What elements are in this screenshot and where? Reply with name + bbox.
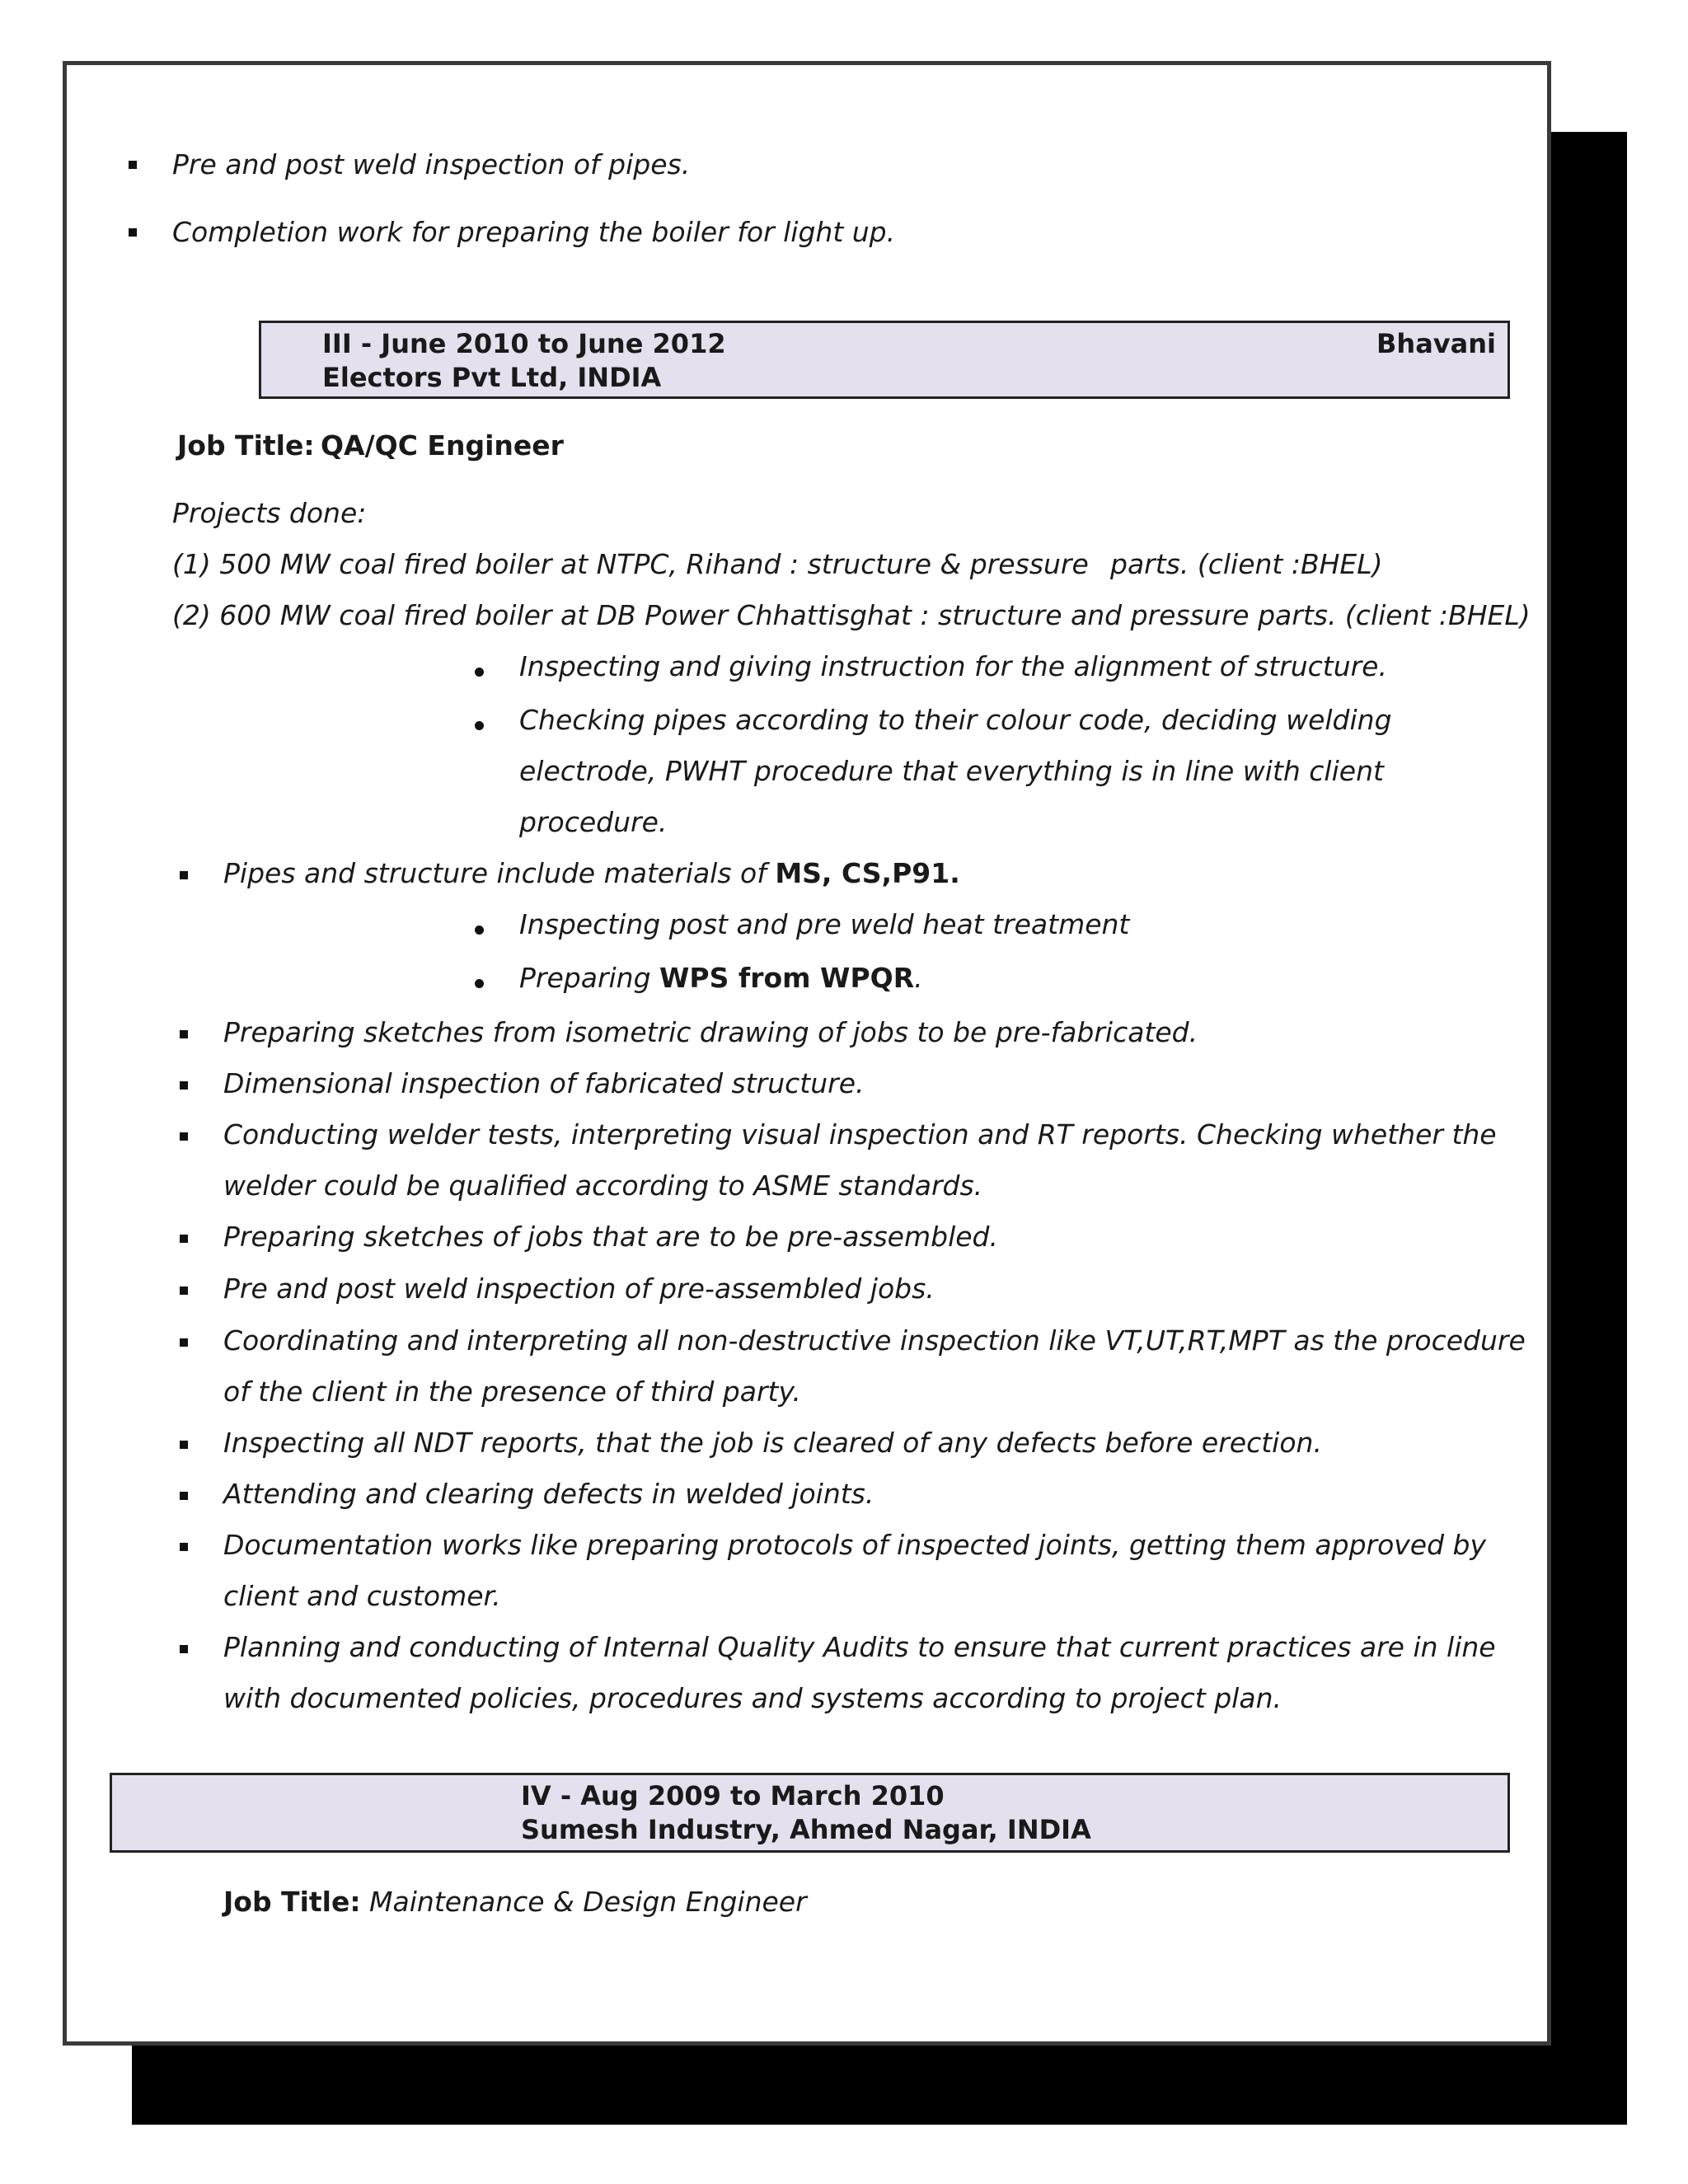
bullet-text: Planning and conducting of Internal Quality Audits to ensure that current practices are in line — [223, 1631, 1496, 1663]
bullet-text-continued: client and customer. — [223, 1580, 501, 1612]
projects-heading: Projects done: — [172, 497, 367, 529]
bullet-text-continued: procedure. — [519, 806, 668, 838]
bullet-text: Pipes and structure include materials of MS, CS,P91. — [223, 857, 960, 889]
project-item-continued: parts. (client :BHEL) — [1110, 548, 1383, 580]
square-bullet-icon — [180, 1081, 188, 1090]
circle-bullet-icon — [475, 979, 484, 988]
bullet-text: Conducting welder tests, interpreting visual inspection and RT reports. Checking whether the — [223, 1118, 1497, 1151]
bullet-text: Inspecting post and pre weld heat treatment — [519, 908, 1130, 940]
square-bullet-icon — [180, 871, 188, 879]
job-title-label: Job Title: — [177, 429, 315, 462]
job-header-box — [110, 1773, 1510, 1853]
job-title-value: QA/QC Engineer — [321, 429, 564, 462]
square-bullet-icon — [129, 228, 137, 237]
bullet-text: Coordinating and interpreting all non-destructive inspection like VT,UT,RT,MPT as the procedure — [223, 1324, 1526, 1357]
bullet-text: Attending and clearing defects in welded joints. — [223, 1478, 874, 1510]
job-company: Sumesh Industry, Ahmed Nagar, INDIA — [521, 1814, 1091, 1845]
job-title — [223, 1886, 807, 1919]
square-bullet-icon — [180, 1286, 188, 1295]
bullet-text: Documentation works like preparing protocols of inspected joints, getting them approved by — [223, 1529, 1487, 1561]
job-title-value: Maintenance & Design Engineer — [369, 1886, 807, 1918]
bullet-text: Inspecting all NDT reports, that the job is cleared of any defects before erection. — [223, 1427, 1322, 1459]
project-item: (1) 500 MW coal fired boiler at NTPC, Rihand : structure & pressure — [172, 548, 1089, 580]
bullet-text-continued: electrode, PWHT procedure that everything is in line with client — [519, 755, 1384, 787]
bullet-text: Preparing sketches of jobs that are to be pre-assembled. — [223, 1221, 998, 1253]
square-bullet-icon — [129, 161, 137, 169]
job-period: III - June 2010 to June 2012 — [322, 328, 726, 359]
bullet-text-continued: with documented policies, procedures and systems according to project plan. — [223, 1682, 1282, 1714]
square-bullet-icon — [180, 1338, 188, 1347]
job-company-part: Bhavani — [1376, 328, 1496, 359]
square-bullet-icon — [180, 1492, 188, 1500]
bullet-text: Pre and post weld inspection of pre-assembled jobs. — [223, 1272, 935, 1305]
square-bullet-icon — [180, 1235, 188, 1243]
job-period: IV - Aug 2009 to March 2010 — [521, 1780, 945, 1811]
bullet-text-continued: welder could be qualified according to ASME standards. — [223, 1169, 983, 1202]
bullet-text: Dimensional inspection of fabricated structure. — [223, 1067, 865, 1099]
square-bullet-icon — [180, 1441, 188, 1449]
square-bullet-icon — [180, 1132, 188, 1141]
job-title-label: Job Title: — [223, 1886, 361, 1918]
bullet-text: Inspecting and giving instruction for the alignment of structure. — [519, 650, 1387, 682]
job-header-box — [259, 321, 1510, 399]
bullet-text-continued: of the client in the presence of third party. — [223, 1376, 801, 1408]
circle-bullet-icon — [475, 926, 484, 935]
square-bullet-icon — [180, 1543, 188, 1551]
bullet-text: Preparing sketches from isometric drawing of jobs to be pre-fabricated. — [223, 1016, 1198, 1048]
square-bullet-icon — [180, 1645, 188, 1653]
bullet-text: Preparing WPS from WPQR. — [519, 962, 923, 994]
circle-bullet-icon — [475, 668, 484, 677]
bullet-text: Completion work for preparing the boiler for light up. — [172, 216, 896, 248]
resume-page — [63, 61, 1551, 2046]
bullet-text: Pre and post weld inspection of pipes. — [172, 148, 691, 180]
square-bullet-icon — [180, 1030, 188, 1038]
bullet-text: Checking pipes according to their colour code, deciding welding — [519, 704, 1392, 736]
job-company: Electors Pvt Ltd, INDIA — [322, 362, 662, 393]
circle-bullet-icon — [475, 721, 484, 730]
project-item: (2) 600 MW coal fired boiler at DB Power Chhattisghat : structure and pressure parts. (client :BHEL) — [172, 599, 1531, 631]
